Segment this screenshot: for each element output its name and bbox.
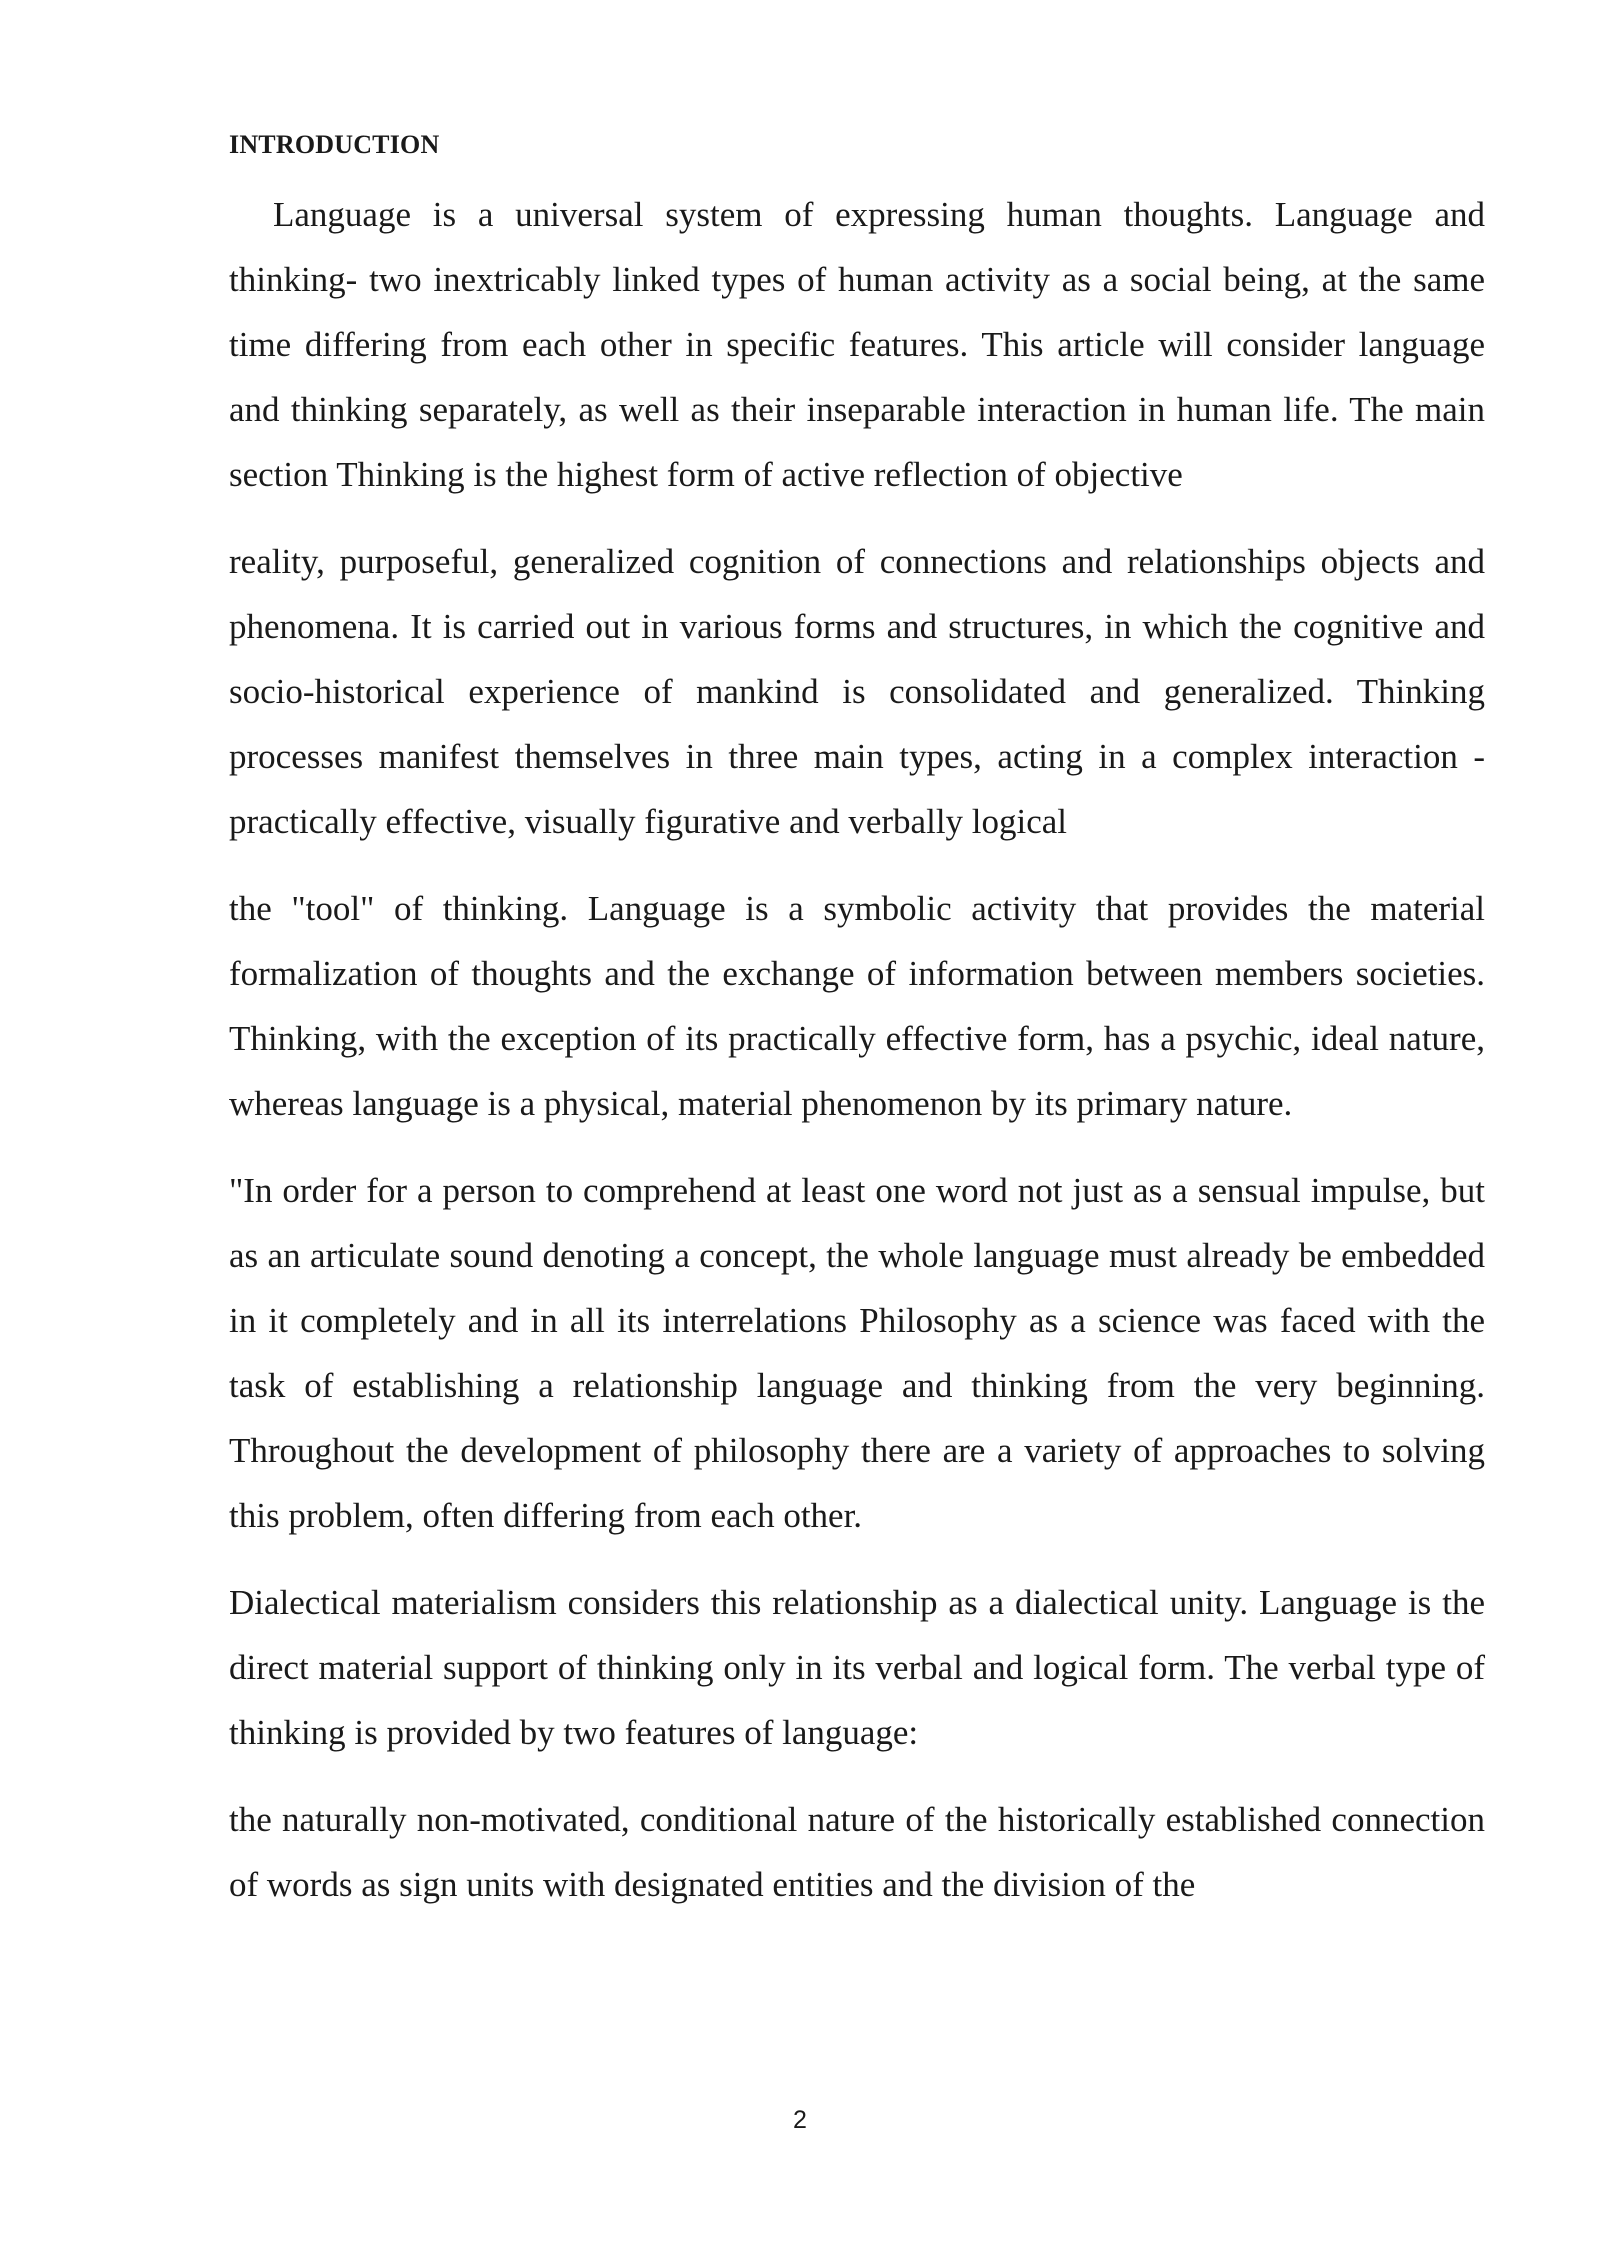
- paragraph-1: Language is a universal system of expressing human thoughts. Language and thinking- two inextricably linked types of human activity as a social being, at the same time differing from each other in specific features. This article will consider language and thinking separately, as well as their inseparable interaction in human life. The main section Thinking is the highest form of active reflection of objective: [229, 195, 1485, 494]
- paragraph-6: the naturally non-motivated, conditional nature of the historically established connection of words as sign units with designated entities and the division of the: [229, 1800, 1485, 1904]
- paragraph-5: Dialectical materialism considers this relationship as a dialectical unity. Language is the direct material support of thinking only in its verbal and logical form. The verbal type of thinking is provided by two features of language:: [229, 1583, 1485, 1752]
- paragraph-2: reality, purposeful, generalized cognition of connections and relationships objects and phenomena. It is carried out in various forms and structures, in which the cognitive and socio-historical experience of mankind is consolidated and generalized. Thinking processes manifest themselves in three main types, acting in a complex interaction - practically effective, visually figurative and verbally logical: [229, 542, 1485, 841]
- paragraph-3: the "tool" of thinking. Language is a symbolic activity that provides the material formalization of thoughts and the exchange of information between members societies. Thinking, with the exception of its practically effective form, has a psychic, ideal nature, whereas language is a physical, material phenomenon by its primary nature.: [229, 889, 1485, 1123]
- document-page: [229, 130, 1485, 1917]
- paragraph-4: "In order for a person to comprehend at least one word not just as a sensual impulse, but as an articulate sound denoting a concept, the whole language must already be embedded in it completely and in all its interrelations Philosophy as a science was faced with the task of establishing a relationship language and thinking from the very beginning. Throughout the development of philosophy there are a variety of approaches to solving this problem, often differing from each other.: [229, 1171, 1485, 1535]
- page-number: 2: [793, 2106, 807, 2134]
- section-heading: INTRODUCTION: [229, 130, 440, 159]
